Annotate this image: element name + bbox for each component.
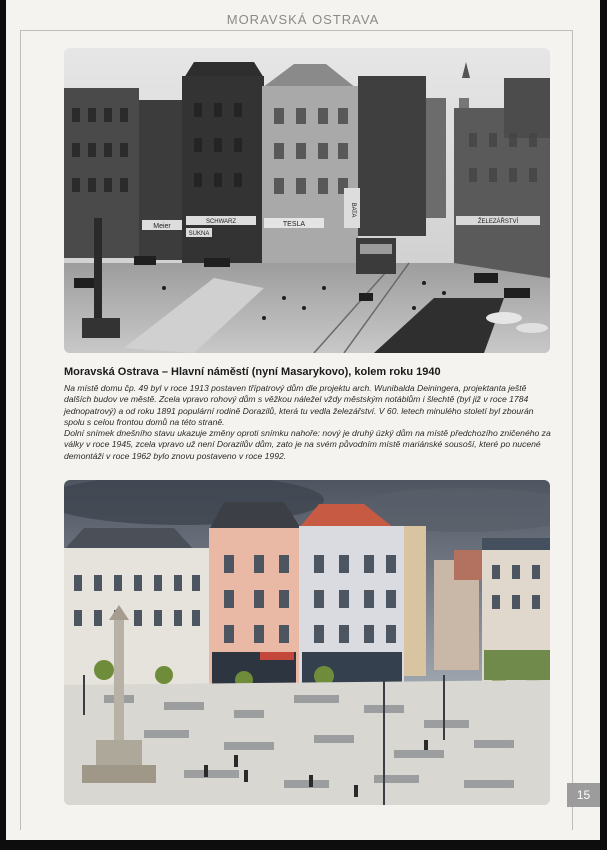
photo-description [64,383,554,462]
photo-caption-title: Moravská Ostrava – Hlavní náměstí (nyní Masarykovo), kolem roku 1940 [64,366,441,378]
shop-sign: SCHWARZ [205,219,237,225]
shop-sign: ŽELEZÁŘSTVÍ [477,219,519,225]
historical-square-image [64,48,550,353]
book-page [6,0,600,840]
description-paragraph: Na místě domu čp. 49 byl v roce 1913 postaven třípatrový dům dle projektu arch. Wunibalda Deiningera, projektanta ještě dalších budov ve městě. Zcela vpravo rohový dům s věžkou náležel vždy městským notáblům i šlechtě (byl již v roce 1784 jednopatrový) a od roku 1891 populární rodině Dorazilů, která tu vedla železářství. V 60. letech minulého století byl zbourán spolu s celou frontou domů na této straně. [64,383,534,427]
modern-square-image [64,480,550,805]
historical-photo [64,48,550,353]
modern-photo [64,480,550,805]
running-header: MORAVSKÁ OSTRAVA [226,12,380,27]
shop-sign: Meier [153,223,171,230]
shop-sign: BATA [350,202,356,218]
shop-sign: SUKNA [188,231,210,237]
shop-sign: TESLA [282,221,306,228]
page-number: 15 [567,783,600,807]
description-paragraph: Dolní snímek dnešního stavu ukazuje změny oproti snímku nahoře: nový je druhý úzký dům na místě předchozího zničeného za války v roce 1945, zcela vpravo už není Dorazilův dům, zato je na svém původním místě mariánské sousoší, které po nucené demontáži v roce 1962 bylo znovu postaveno v roce 1992. [64,428,551,461]
